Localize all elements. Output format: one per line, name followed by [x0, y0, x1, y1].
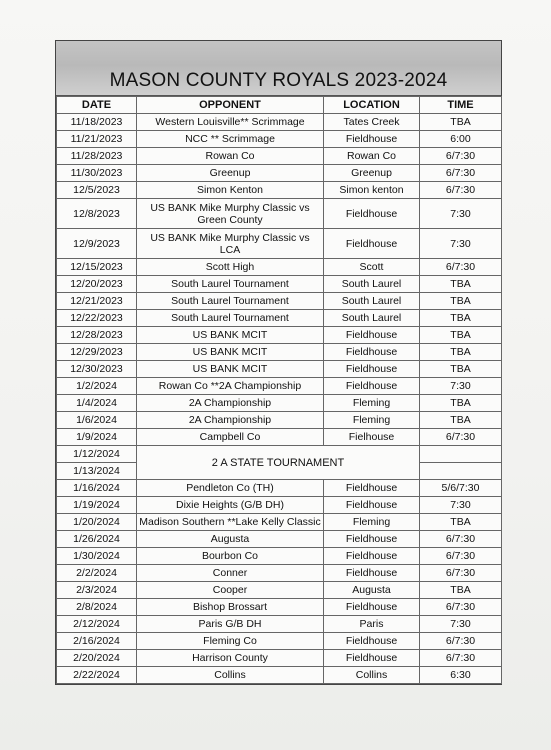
table-row [57, 667, 502, 684]
opponent-cell: US BANK Mike Murphy Classic vs Green County [137, 199, 324, 229]
location-cell: Paris [324, 616, 420, 633]
location-cell: Scott [324, 259, 420, 276]
opponent-cell: Simon Kenton [137, 182, 324, 199]
time-cell: 7:30 [420, 378, 502, 395]
date-cell: 11/28/2023 [57, 148, 137, 165]
date-cell: 2/8/2024 [57, 599, 137, 616]
time-cell: TBA [420, 514, 502, 531]
time-cell: TBA [420, 276, 502, 293]
time-cell: 6/7:30 [420, 182, 502, 199]
time-cell: 6:30 [420, 667, 502, 684]
opponent-cell: US BANK Mike Murphy Classic vs LCA [137, 229, 324, 259]
header-time: TIME [420, 97, 502, 114]
header-row [57, 97, 502, 114]
date-cell: 12/8/2023 [57, 199, 137, 229]
date-cell: 1/13/2024 [57, 463, 137, 480]
time-cell: 6/7:30 [420, 650, 502, 667]
time-cell: 6:00 [420, 131, 502, 148]
time-cell: 6/7:30 [420, 565, 502, 582]
date-cell: 2/16/2024 [57, 633, 137, 650]
date-cell: 2/12/2024 [57, 616, 137, 633]
time-cell: TBA [420, 582, 502, 599]
location-cell: Rowan Co [324, 148, 420, 165]
time-cell: TBA [420, 344, 502, 361]
date-cell: 1/2/2024 [57, 378, 137, 395]
location-cell: Collins [324, 667, 420, 684]
time-cell: 6/7:30 [420, 148, 502, 165]
date-cell: 12/5/2023 [57, 182, 137, 199]
time-cell: TBA [420, 310, 502, 327]
time-cell: 7:30 [420, 199, 502, 229]
time-cell: TBA [420, 327, 502, 344]
location-cell: Fieldhouse [324, 633, 420, 650]
opponent-cell: NCC ** Scrimmage [137, 131, 324, 148]
location-cell: Fieldhouse [324, 229, 420, 259]
date-cell: 1/12/2024 [57, 446, 137, 463]
time-cell [420, 446, 502, 463]
date-cell: 1/6/2024 [57, 412, 137, 429]
table-row [57, 497, 502, 514]
header-opponent: OPPONENT [137, 97, 324, 114]
header-location: LOCATION [324, 97, 420, 114]
time-cell [420, 463, 502, 480]
time-cell: 6/7:30 [420, 429, 502, 446]
time-cell: 5/6/7:30 [420, 480, 502, 497]
date-cell: 12/15/2023 [57, 259, 137, 276]
location-cell: Fieldhouse [324, 650, 420, 667]
opponent-cell: Madison Southern **Lake Kelly Classic [137, 514, 324, 531]
opponent-cell: Cooper [137, 582, 324, 599]
date-cell: 12/21/2023 [57, 293, 137, 310]
table-row [57, 650, 502, 667]
time-cell: 6/7:30 [420, 531, 502, 548]
opponent-cell: Campbell Co [137, 429, 324, 446]
date-cell: 12/22/2023 [57, 310, 137, 327]
date-cell: 12/30/2023 [57, 361, 137, 378]
table-row [57, 429, 502, 446]
date-cell: 1/26/2024 [57, 531, 137, 548]
table-row [57, 582, 502, 599]
location-cell: Fielhouse [324, 429, 420, 446]
location-cell: Fieldhouse [324, 378, 420, 395]
location-cell: Fieldhouse [324, 565, 420, 582]
header-date: DATE [57, 97, 137, 114]
date-cell: 12/20/2023 [57, 276, 137, 293]
table-row [57, 327, 502, 344]
location-cell: South Laurel [324, 293, 420, 310]
location-cell: Simon kenton [324, 182, 420, 199]
table-row [57, 412, 502, 429]
date-cell: 11/30/2023 [57, 165, 137, 182]
opponent-cell: Rowan Co [137, 148, 324, 165]
table-row [57, 531, 502, 548]
date-cell: 12/28/2023 [57, 327, 137, 344]
location-cell: Fieldhouse [324, 131, 420, 148]
location-cell: Greenup [324, 165, 420, 182]
date-cell: 1/30/2024 [57, 548, 137, 565]
time-cell: TBA [420, 114, 502, 131]
time-cell: 6/7:30 [420, 259, 502, 276]
location-cell: Fleming [324, 412, 420, 429]
opponent-cell: South Laurel Tournament [137, 310, 324, 327]
time-cell: 6/7:30 [420, 165, 502, 182]
table-row [57, 114, 502, 131]
date-cell: 1/16/2024 [57, 480, 137, 497]
date-cell: 2/20/2024 [57, 650, 137, 667]
table-row [57, 361, 502, 378]
opponent-cell: Rowan Co **2A Championship [137, 378, 324, 395]
date-cell: 2/3/2024 [57, 582, 137, 599]
table-row [57, 514, 502, 531]
date-cell: 11/18/2023 [57, 114, 137, 131]
opponent-cell: 2A Championship [137, 412, 324, 429]
opponent-cell: Fleming Co [137, 633, 324, 650]
opponent-cell: US BANK MCIT [137, 361, 324, 378]
table-row [57, 446, 502, 463]
schedule-table [56, 96, 502, 684]
location-cell: Fleming [324, 395, 420, 412]
time-cell: 6/7:30 [420, 599, 502, 616]
location-cell: Augusta [324, 582, 420, 599]
opponent-cell: South Laurel Tournament [137, 293, 324, 310]
date-cell: 12/29/2023 [57, 344, 137, 361]
date-cell: 1/9/2024 [57, 429, 137, 446]
table-row [57, 310, 502, 327]
location-cell: Fieldhouse [324, 344, 420, 361]
location-cell: Fieldhouse [324, 361, 420, 378]
opponent-cell: Western Louisville** Scrimmage [137, 114, 324, 131]
opponent-cell: Bishop Brossart [137, 599, 324, 616]
table-row [57, 599, 502, 616]
schedule-body [57, 114, 502, 684]
location-cell: Fieldhouse [324, 599, 420, 616]
opponent-cell: Scott High [137, 259, 324, 276]
opponent-cell: Conner [137, 565, 324, 582]
time-cell: 7:30 [420, 229, 502, 259]
time-cell: 7:30 [420, 616, 502, 633]
date-cell: 11/21/2023 [57, 131, 137, 148]
date-cell: 2/2/2024 [57, 565, 137, 582]
table-row [57, 565, 502, 582]
table-row [57, 293, 502, 310]
schedule-title: MASON COUNTY ROYALS 2023-2024 [56, 41, 501, 96]
table-row [57, 131, 502, 148]
location-cell: Tates Creek [324, 114, 420, 131]
time-cell: TBA [420, 412, 502, 429]
opponent-cell: Harrison County [137, 650, 324, 667]
date-cell: 2/22/2024 [57, 667, 137, 684]
table-row [57, 480, 502, 497]
time-cell: 7:30 [420, 497, 502, 514]
table-row [57, 395, 502, 412]
location-cell: Fieldhouse [324, 497, 420, 514]
opponent-cell: 2A Championship [137, 395, 324, 412]
schedule-sheet [55, 40, 502, 685]
opponent-cell: Pendleton Co (TH) [137, 480, 324, 497]
table-row [57, 276, 502, 293]
location-cell: South Laurel [324, 310, 420, 327]
table-row [57, 229, 502, 259]
opponent-cell: South Laurel Tournament [137, 276, 324, 293]
table-row [57, 199, 502, 229]
date-cell: 1/20/2024 [57, 514, 137, 531]
opponent-cell: US BANK MCIT [137, 327, 324, 344]
location-cell: South Laurel [324, 276, 420, 293]
table-row [57, 616, 502, 633]
date-cell: 1/4/2024 [57, 395, 137, 412]
opponent-cell: Bourbon Co [137, 548, 324, 565]
table-row [57, 548, 502, 565]
time-cell: 6/7:30 [420, 633, 502, 650]
time-cell: TBA [420, 293, 502, 310]
location-cell: Fieldhouse [324, 548, 420, 565]
table-row [57, 344, 502, 361]
opponent-cell: Greenup [137, 165, 324, 182]
time-cell: 6/7:30 [420, 548, 502, 565]
opponent-cell: Paris G/B DH [137, 616, 324, 633]
opponent-cell: Augusta [137, 531, 324, 548]
table-row [57, 259, 502, 276]
opponent-cell: US BANK MCIT [137, 344, 324, 361]
location-cell: Fleming [324, 514, 420, 531]
table-row [57, 633, 502, 650]
location-cell: Fieldhouse [324, 327, 420, 344]
location-cell: Fieldhouse [324, 480, 420, 497]
location-cell: Fieldhouse [324, 531, 420, 548]
date-cell: 1/19/2024 [57, 497, 137, 514]
location-cell: Fieldhouse [324, 199, 420, 229]
table-row [57, 182, 502, 199]
state-tournament-label: 2 A STATE TOURNAMENT [137, 446, 420, 480]
time-cell: TBA [420, 395, 502, 412]
date-cell: 12/9/2023 [57, 229, 137, 259]
table-row [57, 165, 502, 182]
time-cell: TBA [420, 361, 502, 378]
opponent-cell: Collins [137, 667, 324, 684]
table-row [57, 378, 502, 395]
opponent-cell: Dixie Heights (G/B DH) [137, 497, 324, 514]
table-row [57, 148, 502, 165]
